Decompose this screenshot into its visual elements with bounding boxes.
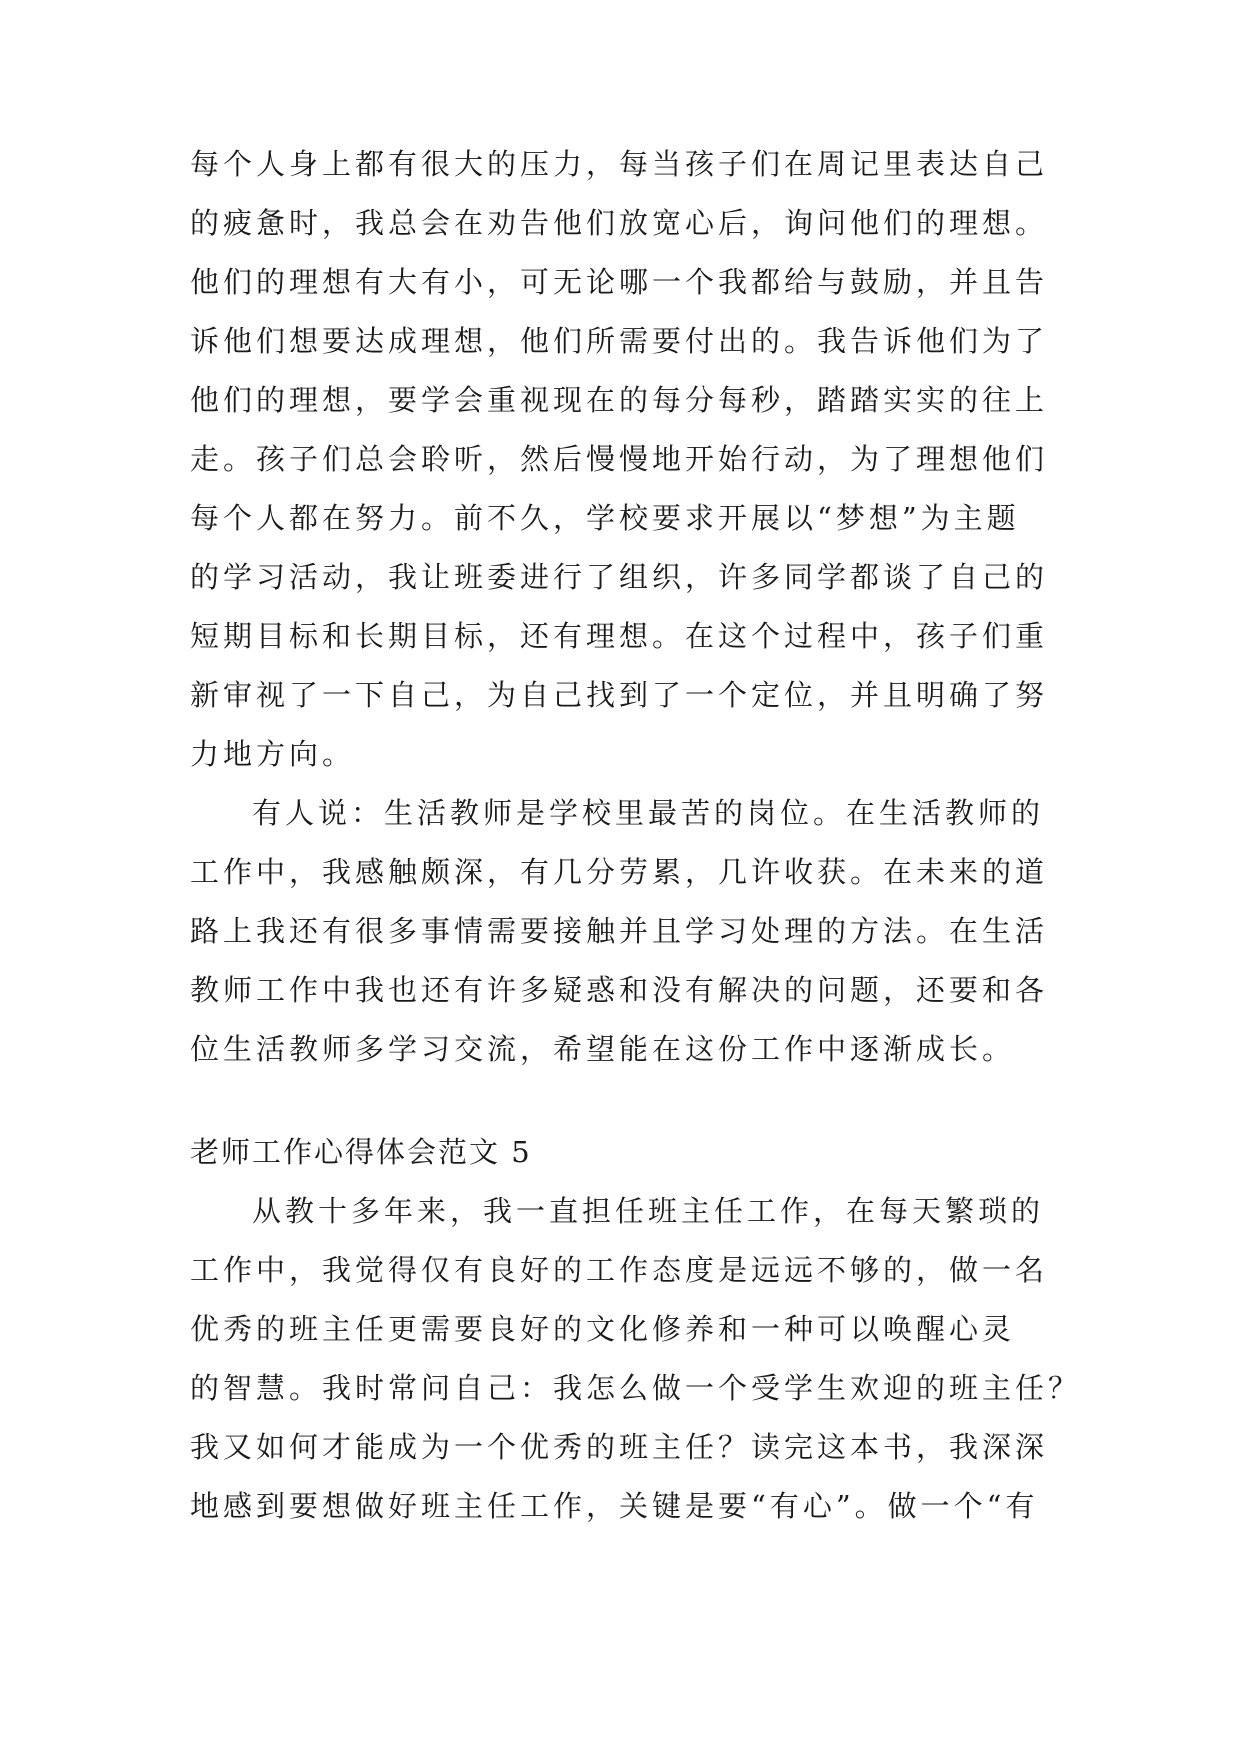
paragraph-line: 短期目标和长期目标，还有理想。在这个过程中，孩子们重 — [190, 619, 1049, 653]
paragraph-line: 地感到要想做好班主任工作，关键是要“有心”。做一个“有 — [190, 1489, 1039, 1523]
paragraph-line: 有人说：生活教师是学校里最苦的岗位。在生活教师的 — [252, 796, 1045, 830]
paragraph-line: 工作中，我感触颇深，有几分劳累，几许收获。在未来的道 — [190, 855, 1049, 889]
paragraph-line: 教师工作中我也还有许多疑惑和没有解决的问题，还要和各 — [190, 973, 1049, 1007]
paragraph-line: 我又如何才能成为一个优秀的班主任？读完这本书，我深深 — [190, 1430, 1049, 1464]
paragraph-line: 从教十多年来，我一直担任班主任工作，在每天繁琐的 — [252, 1194, 1045, 1228]
paragraph-line: 的智慧。我时常问自己：我怎么做一个受学生欢迎的班主任？ — [190, 1371, 1082, 1405]
paragraph-line: 力地方向。 — [190, 737, 356, 771]
paragraph-line: 路上我还有很多事情需要接触并且学习处理的方法。在生活 — [190, 914, 1049, 948]
paragraph-line: 工作中，我觉得仅有良好的工作态度是远远不够的，做一名 — [190, 1253, 1049, 1287]
paragraph-line: 走。孩子们总会聆听，然后慢慢地开始行动，为了理想他们 — [190, 442, 1049, 476]
paragraph-line: 他们的理想，要学会重视现在的每分每秒，踏踏实实的往上 — [190, 383, 1049, 417]
paragraph-line: 诉他们想要达成理想，他们所需要付出的。我告诉他们为了 — [190, 324, 1049, 358]
paragraph-line: 优秀的班主任更需要良好的文化修养和一种可以唤醒心灵 — [190, 1312, 1016, 1346]
paragraph-line: 的学习活动，我让班委进行了组织，许多同学都谈了自己的 — [190, 560, 1049, 594]
paragraph-line: 他们的理想有大有小，可无论哪一个我都给与鼓励，并且告 — [190, 265, 1049, 299]
section-heading: 老师工作心得体会范文 5 — [190, 1135, 532, 1169]
paragraph-line: 位生活教师多学习交流，希望能在这份工作中逐渐成长。 — [190, 1032, 1016, 1066]
paragraph-line: 新审视了一下自己，为自己找到了一个定位，并且明确了努 — [190, 678, 1049, 712]
paragraph-line: 的疲惫时，我总会在劝告他们放宽心后，询问他们的理想。 — [190, 206, 1049, 240]
paragraph-line: 每个人身上都有很大的压力，每当孩子们在周记里表达自己 — [190, 147, 1049, 181]
paragraph-line: 每个人都在努力。前不久，学校要求开展以“梦想”为主题 — [190, 501, 1020, 535]
